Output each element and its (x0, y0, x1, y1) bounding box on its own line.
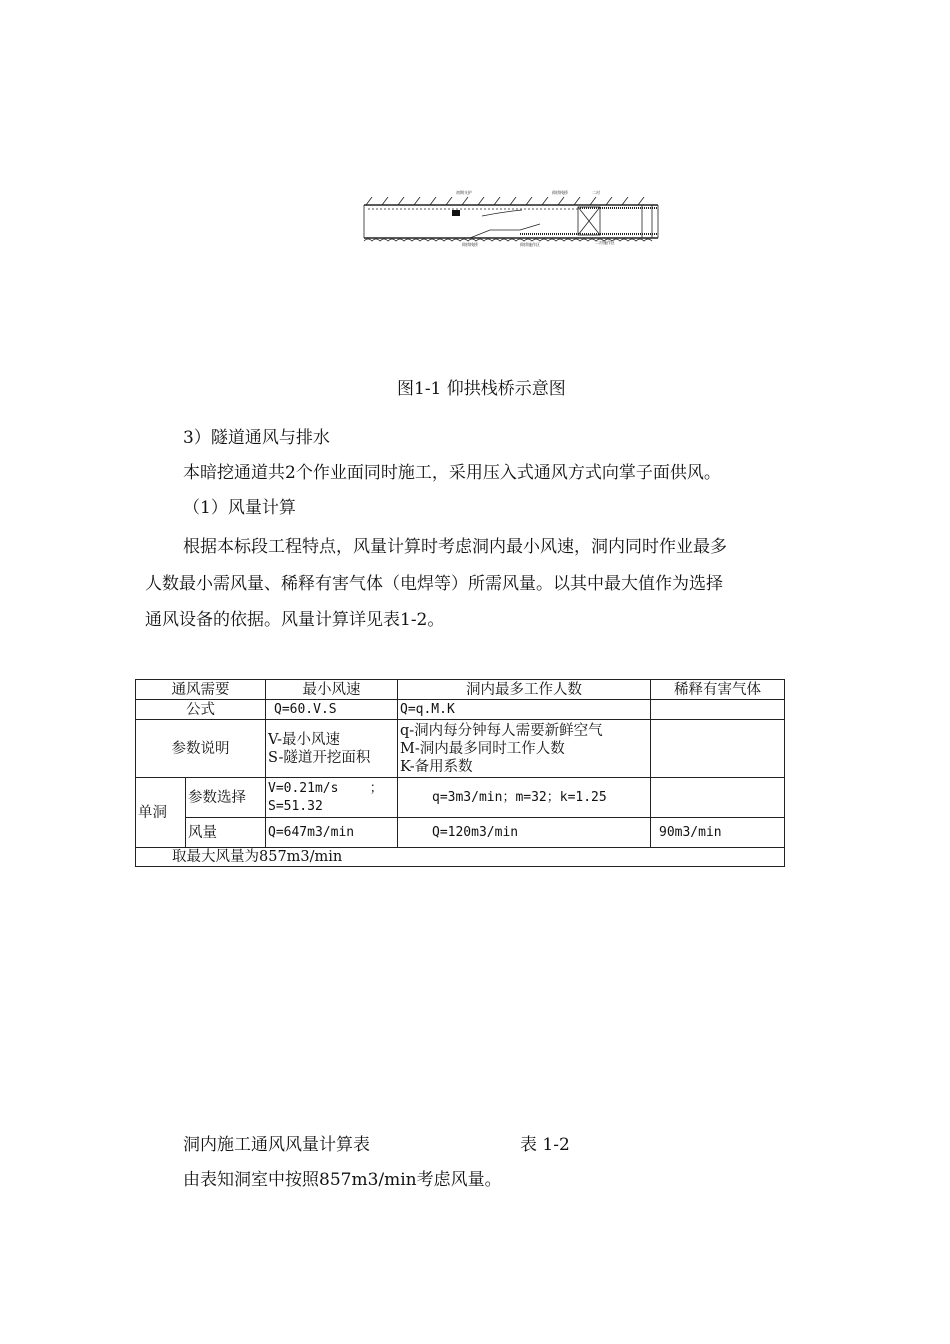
table-row (136, 818, 785, 848)
choice-workers: q=3m3/min；m=32；k=1.25 (398, 778, 651, 818)
figure-caption: 图1-1 仰拱栈桥示意图 (397, 379, 566, 399)
svg-text:二衬: 二衬 (592, 190, 600, 195)
param-workers-line: M-洞内最多同时工作人数 (400, 740, 565, 757)
param-min-speed-line: V-最小风速 (268, 731, 341, 748)
table-row (136, 848, 785, 867)
header-gas: 稀释有害气体 (651, 680, 785, 700)
conclusion-paragraph: 由表知洞室中按照857m3/min考虑风量。 (183, 1170, 502, 1190)
header-workers: 洞内最多工作人数 (398, 680, 651, 700)
header-need: 通风需要 (136, 680, 266, 700)
svg-text:仰拱施作区: 仰拱施作区 (520, 242, 540, 247)
table-footer: 取最大风量为857m3/min (136, 848, 785, 867)
body-line-3: 通风设备的依据。风量计算详见表1-2。 (145, 610, 445, 630)
choice-min-speed (266, 778, 398, 818)
param-workers-line: q-洞内每分钟每人需要新鲜空气 (400, 722, 603, 739)
formula-workers: Q=q.M.K (398, 700, 651, 720)
choice-min-speed-line: S=51.32 (268, 798, 323, 814)
svg-text:仰拱栈桥: 仰拱栈桥 (462, 242, 478, 247)
airflow-table (135, 679, 785, 867)
param-min-speed (266, 720, 398, 778)
table-row (136, 778, 785, 818)
sub-heading: （1）风量计算 (183, 498, 296, 518)
table-row (136, 680, 785, 700)
airflow-min-speed: Q=647m3/min (266, 818, 398, 848)
svg-text:二衬施作区: 二衬施作区 (595, 240, 615, 245)
param-workers-line: K-备用系数 (400, 758, 473, 775)
formula-min-speed: Q=60.V.S (266, 700, 398, 720)
table-caption-title: 洞内施工通风风量计算表 (183, 1135, 370, 1155)
choice-min-speed-line: V=0.21m/s ； (268, 780, 383, 796)
svg-text:仰拱栈桥: 仰拱栈桥 (552, 190, 568, 195)
table-caption-number: 表 1-2 (520, 1135, 570, 1155)
svg-text:初期支护: 初期支护 (456, 190, 472, 195)
formula-label: 公式 (136, 700, 266, 720)
formula-gas (651, 700, 785, 720)
param-label: 参数说明 (136, 720, 266, 778)
section-heading: 3）隧道通风与排水 (183, 428, 330, 448)
choice-gas (651, 778, 785, 818)
single-hole-label: 单洞 (136, 778, 186, 848)
table-row (136, 700, 785, 720)
body-line-1: 根据本标段工程特点，风量计算时考虑洞内最小风速，洞内同时作业最多 (183, 537, 727, 557)
header-min-speed: 最小风速 (266, 680, 398, 700)
airflow-label: 风量 (186, 818, 266, 848)
param-gas (651, 720, 785, 778)
trestle-diagram (360, 186, 665, 248)
body-line-2: 人数最小需风量、稀释有害气体（电焊等）所需风量。以其中最大值作为选择 (145, 574, 723, 594)
intro-paragraph: 本暗挖通道共2个作业面同时施工，采用压入式通风方式向掌子面供风。 (183, 463, 721, 483)
airflow-workers: Q=120m3/min (398, 818, 651, 848)
param-min-speed-line: S-隧道开挖面积 (268, 749, 371, 766)
param-workers (398, 720, 651, 778)
choice-label: 参数选择 (186, 778, 266, 818)
airflow-gas: 90m3/min (651, 818, 785, 848)
table-row (136, 720, 785, 778)
